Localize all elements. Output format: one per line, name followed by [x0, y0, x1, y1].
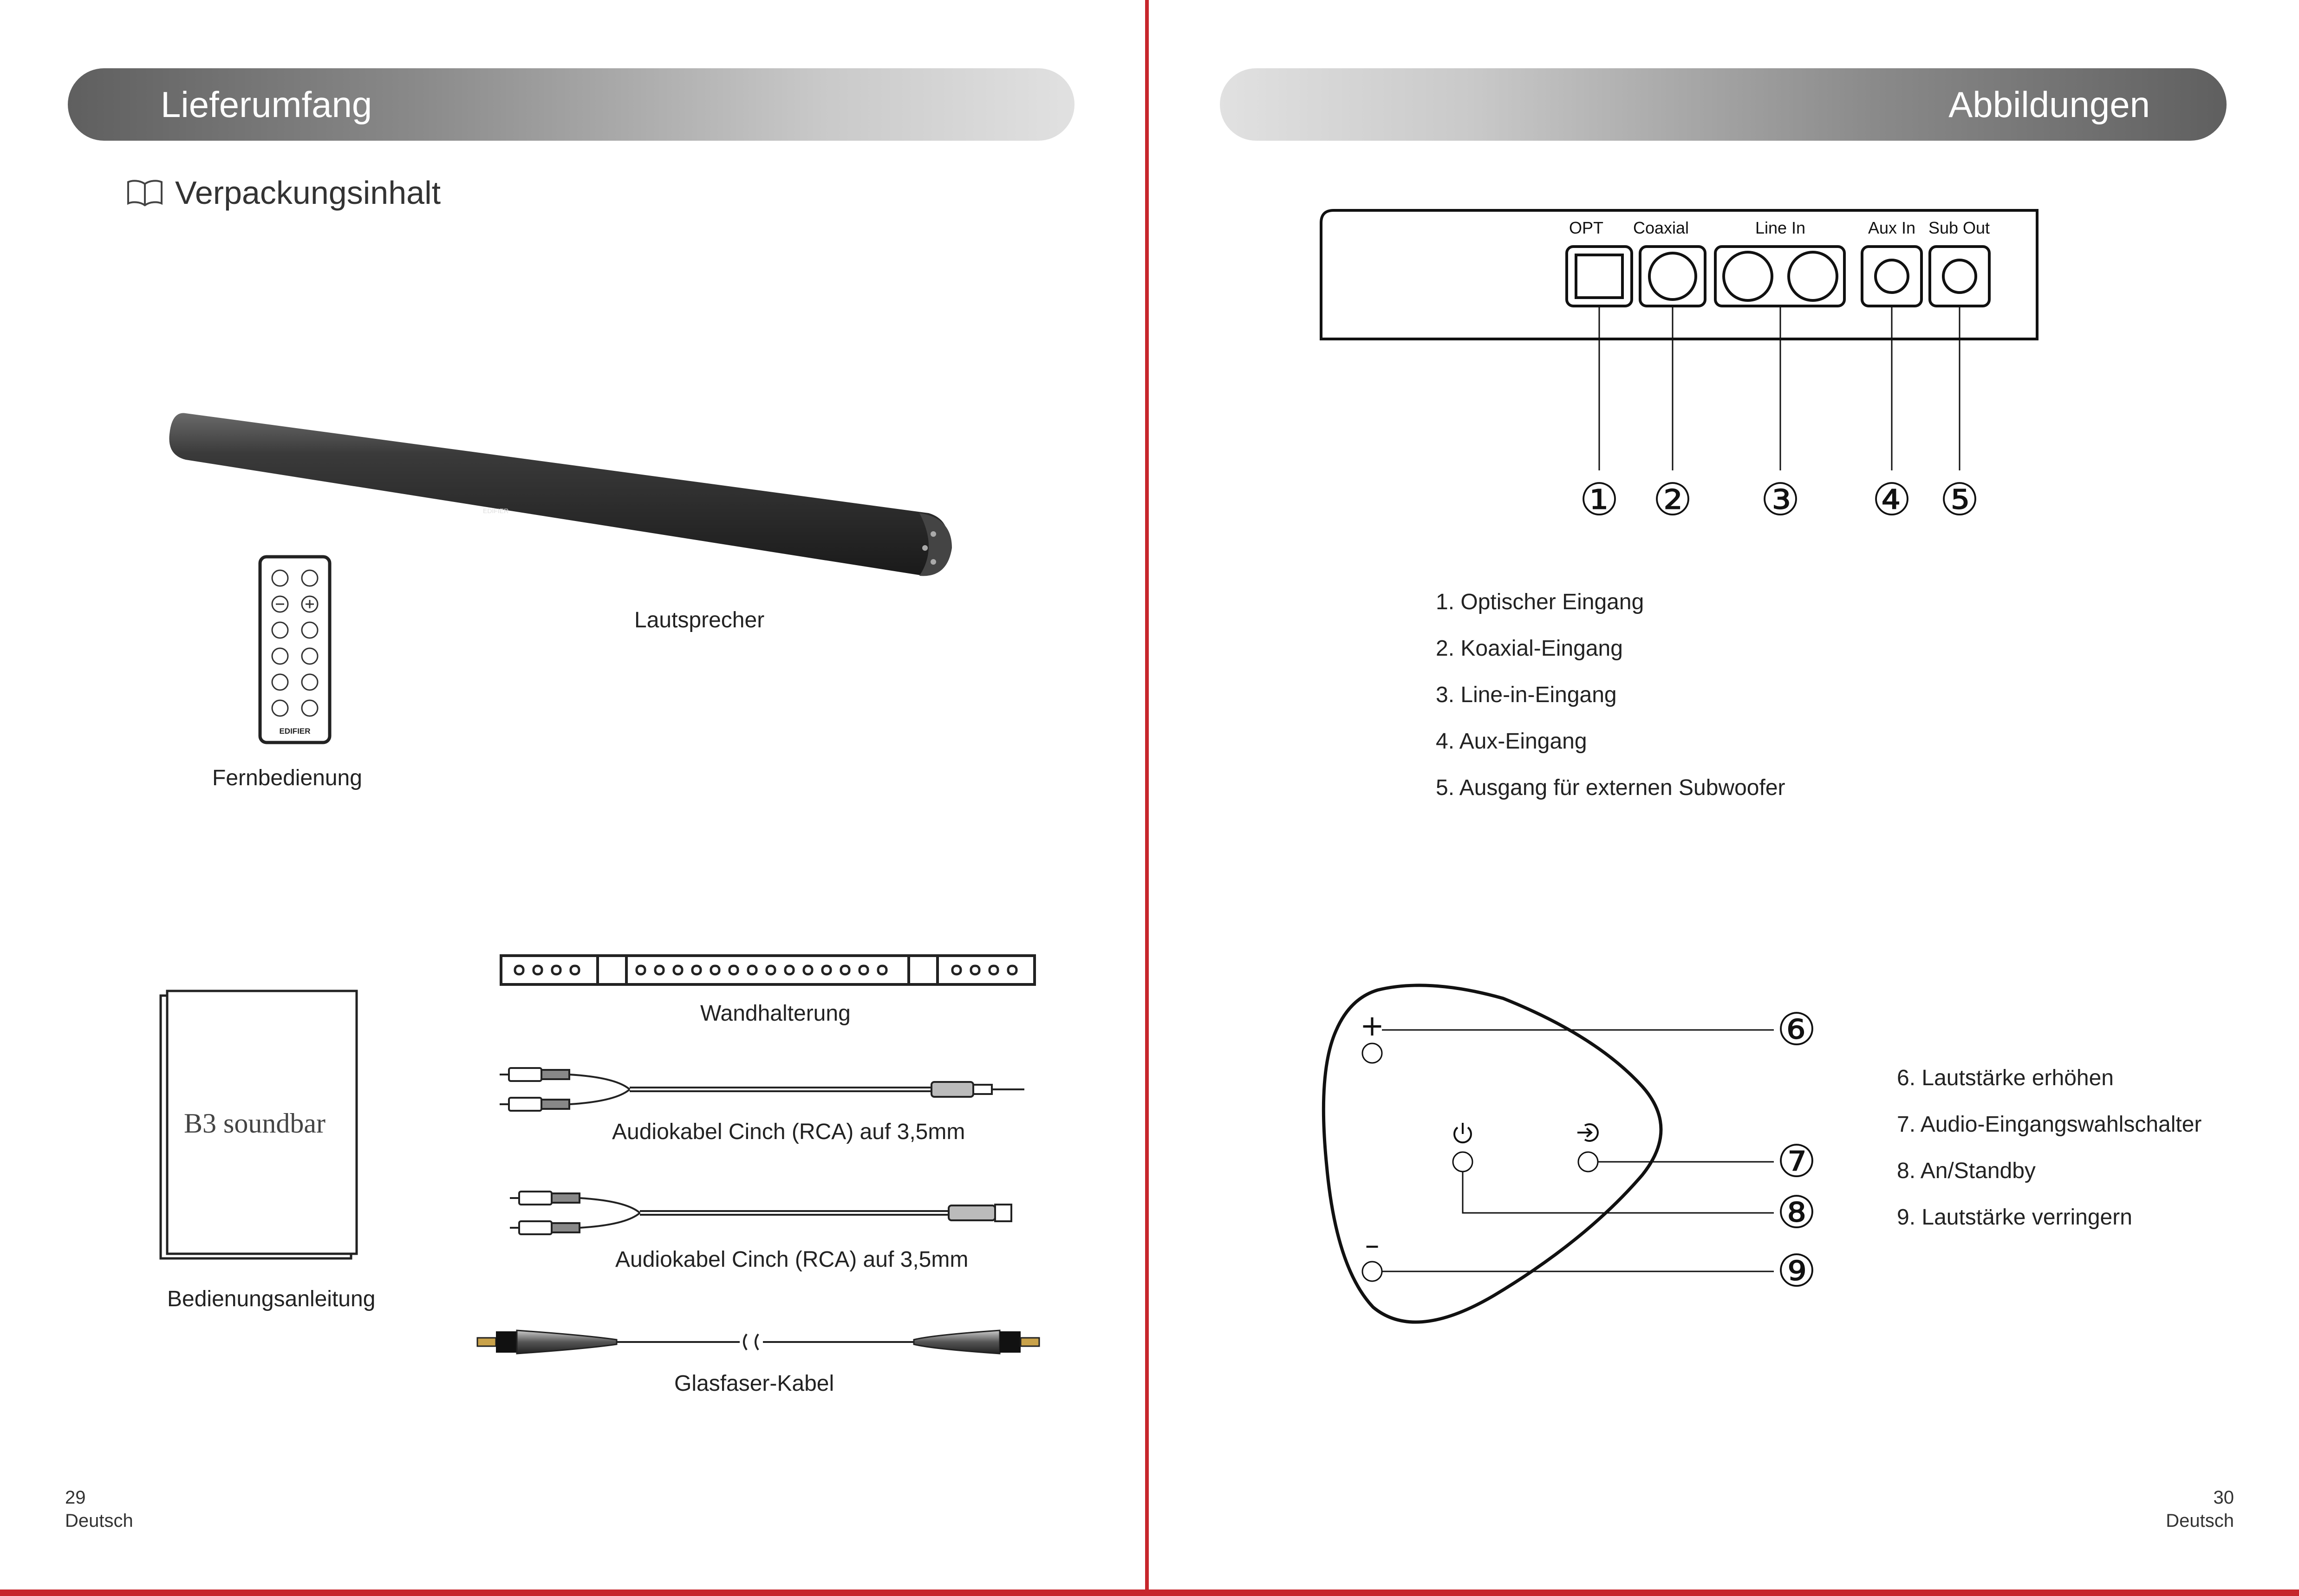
page-number: 30: [2213, 1487, 2234, 1508]
label-rca-socket-cable: Audiokabel Cinch (RCA) auf 3,5mm: [615, 1247, 969, 1272]
label-wall-mount: Wandhalterung: [700, 1001, 851, 1026]
callout-6: ⑥: [1776, 1003, 1817, 1055]
list-item: 9. Lautstärke verringern: [1897, 1205, 2132, 1230]
page-left: [0, 0, 1145, 1596]
remote-control-image: [258, 555, 332, 744]
callout-3: ③: [1760, 474, 1801, 526]
page-divider: [1145, 0, 1150, 1596]
label-speaker: Lautsprecher: [634, 608, 765, 632]
callout-5: ⑤: [1939, 474, 1980, 526]
list-item: 2. Koaxial-Eingang: [1436, 636, 1623, 661]
callout-8: ⑧: [1776, 1186, 1817, 1238]
page-number: 29: [65, 1487, 86, 1508]
remote-logo: EDIFIER: [279, 727, 311, 736]
label-remote: Fernbedienung: [212, 766, 362, 790]
list-item: 6. Lautstärke erhöhen: [1897, 1066, 2114, 1090]
page-right: [1150, 0, 2299, 1596]
list-item: 3. Line-in-Eingang: [1436, 683, 1617, 707]
manual-cover-title: B3 soundbar: [184, 1108, 326, 1139]
port-label-coaxial: Coaxial: [1633, 218, 1689, 237]
callout-2: ②: [1652, 474, 1693, 526]
open-book-icon: [127, 179, 163, 206]
side-control-panel-diagram: [1308, 980, 1967, 1342]
page-title-right: Abbildungen: [1948, 84, 2150, 125]
list-item: 7. Audio-Eingangswahlschalter: [1897, 1112, 2202, 1137]
footer-language: Deutsch: [2166, 1511, 2234, 1531]
callout-1: ①: [1579, 474, 1620, 526]
subtitle-text: Verpackungsinhalt: [175, 175, 441, 211]
label-optical-cable: Glasfaser-Kabel: [674, 1371, 834, 1396]
list-item: 5. Ausgang für externen Subwoofer: [1436, 775, 1785, 800]
wall-mount-image: [500, 954, 1036, 986]
rear-panel-diagram: [1320, 207, 2044, 532]
rca-to-plug-cable-image: [500, 1059, 1029, 1119]
list-item: 4. Aux-Eingang: [1436, 729, 1587, 754]
port-label-opt: OPT: [1569, 218, 1604, 237]
rca-to-socket-cable-image: [510, 1184, 1021, 1244]
page-title-left: Lieferumfang: [161, 84, 372, 125]
speaker-logo: EDIFIER: [483, 507, 509, 515]
header-bar-left: [68, 68, 1075, 141]
section-subtitle: [127, 174, 441, 211]
port-label-line-in: Line In: [1755, 218, 1806, 237]
callout-4: ④: [1871, 474, 1912, 526]
footer-left: [65, 1486, 133, 1532]
footer-right: [2166, 1486, 2234, 1532]
optical-cable-image: [477, 1326, 1053, 1358]
callout-7: ⑦: [1776, 1135, 1817, 1187]
list-item: 8. An/Standby: [1897, 1159, 2036, 1183]
port-label-sub-out: Sub Out: [1928, 218, 1990, 237]
plus-symbol: +: [1360, 1009, 1384, 1042]
minus-symbol: –: [1365, 1228, 1380, 1262]
label-rca-plug-cable: Audiokabel Cinch (RCA) auf 3,5mm: [612, 1120, 965, 1144]
bottom-accent-line: [0, 1589, 2299, 1596]
port-label-aux-in: Aux In: [1868, 218, 1916, 237]
list-item: 1. Optischer Eingang: [1436, 590, 1644, 614]
rear-port-list: [1436, 579, 1785, 811]
label-manual: Bedienungsanleitung: [167, 1287, 376, 1311]
footer-language: Deutsch: [65, 1511, 133, 1531]
side-control-list: [1897, 1055, 2201, 1241]
callout-9: ⑨: [1776, 1245, 1817, 1297]
header-bar-right: [1220, 68, 2227, 141]
